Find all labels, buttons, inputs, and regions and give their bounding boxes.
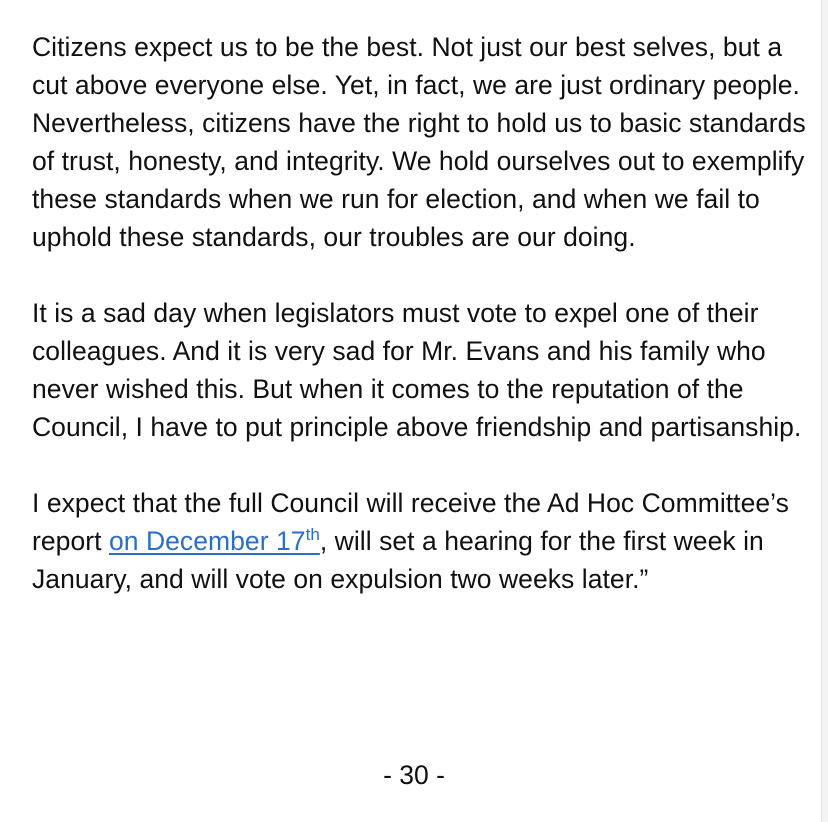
paragraph-schedule — [32, 484, 812, 598]
date-link-superscript: th — [305, 525, 320, 544]
page-edge — [821, 0, 828, 822]
press-release-body — [32, 28, 812, 636]
schedule-text-after-link: , will set a hearing for the first week in January, and will vote on expulsion two weeks later.” — [32, 526, 764, 594]
date-link[interactable] — [109, 526, 320, 556]
paragraph-expulsion-vote: It is a sad day when legislators must vote to expel one of their colleagues. And it is very sad for Mr. Evans and his family who never wished this. But when it comes to the reputation of the Council, I have to put principle above friendship and partisanship. — [32, 298, 802, 442]
date-link-text: on December 17 — [108, 526, 306, 556]
paragraph-standards: Citizens expect us to be the best. Not just our best selves, but a cut above everyone else. Yet, in fact, we are just ordinary people. Nevertheless, citizens have the right to hold us to basic standards of trust, honesty, and integrity. We hold ourselves out to exemplify these standards when we run for election, and when we fail to uphold these standards, our troubles are our doing. — [32, 32, 806, 252]
schedule-text-before-link: I expect that the full Council will receive the Ad Hoc Committee’s report — [32, 488, 789, 556]
end-of-release-mark: - 30 - — [383, 760, 445, 790]
